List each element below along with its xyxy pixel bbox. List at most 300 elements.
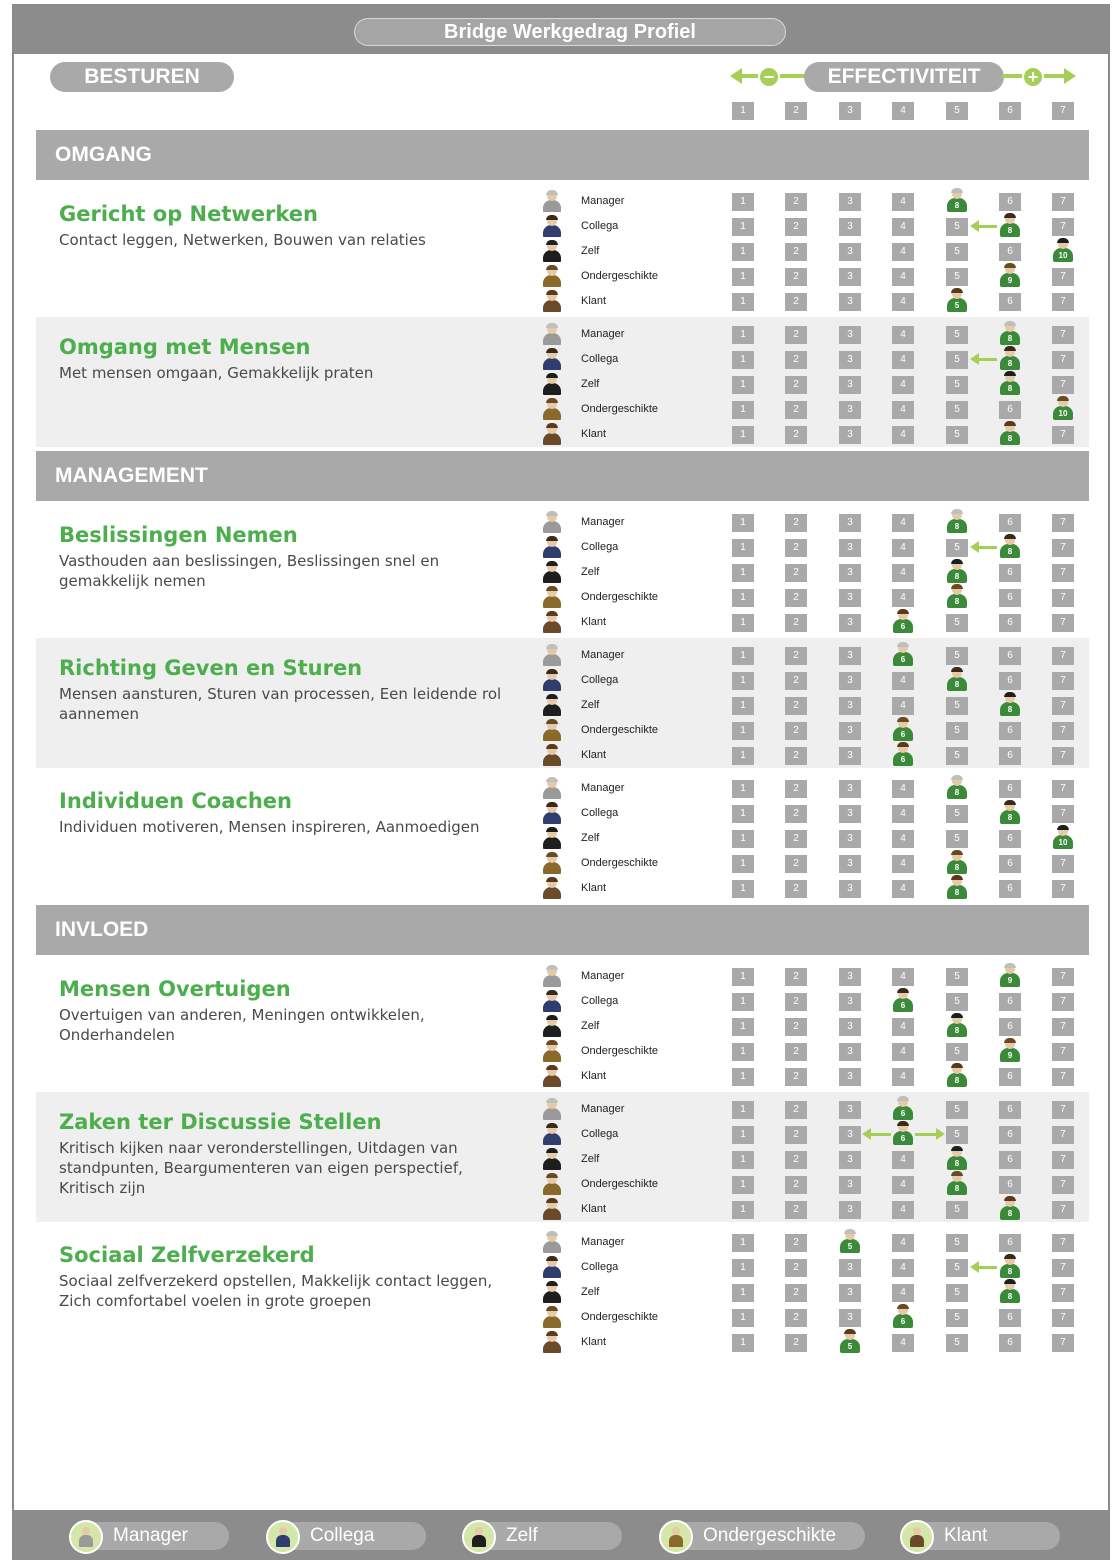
score-row-manager	[36, 965, 1089, 990]
scale-cell-2: 2	[785, 672, 807, 690]
scale-cell-7: 7	[1052, 647, 1074, 665]
hair-shape	[546, 1198, 558, 1203]
marker-hair	[951, 509, 963, 514]
scale-cell-7: 7	[1052, 268, 1074, 286]
scale-cell-3: 3	[839, 1309, 861, 1327]
score-badge: 8	[947, 594, 967, 608]
score-marker-icon	[892, 643, 914, 667]
manager-icon	[542, 1098, 562, 1120]
score-marker-icon	[999, 964, 1021, 988]
scale-cell-1: 1	[732, 1234, 754, 1252]
scale-cell-1: 1	[732, 1101, 754, 1119]
score-marker-icon	[999, 1255, 1021, 1279]
legend-figure	[669, 1527, 683, 1547]
role-label: Manager	[581, 782, 625, 794]
scale-cell-1: 1	[732, 968, 754, 986]
legend-label: Klant	[914, 1522, 1060, 1550]
scale-cell-6: 6	[999, 672, 1021, 690]
legend-figure	[276, 1527, 290, 1547]
ondergeschikte-icon	[542, 852, 562, 874]
scale-cell-1: 1	[732, 880, 754, 898]
body-shape	[543, 1266, 561, 1278]
competency-block	[36, 638, 1089, 768]
scale-cell-2: 2	[785, 243, 807, 261]
scale-cell-1: 1	[732, 589, 754, 607]
hair-shape	[546, 561, 558, 566]
scale-cell-1: 1	[732, 647, 754, 665]
hair-shape	[546, 511, 558, 516]
legend-body	[669, 1535, 683, 1547]
hair-shape	[546, 877, 558, 882]
score-badge: 8	[947, 569, 967, 583]
scale-number-2: 2	[785, 102, 807, 120]
hair-shape	[546, 423, 558, 428]
competency-description: Overtuigen van anderen, Meningen ontwikkelen, Onderhandelen	[59, 1006, 425, 1044]
marker-hair	[1004, 1279, 1016, 1284]
hair-shape	[546, 265, 558, 270]
body-shape	[543, 1291, 561, 1303]
scale-cell-4: 4	[892, 1334, 914, 1352]
role-label: Zelf	[581, 378, 600, 390]
marker-hair	[951, 288, 963, 293]
scale-cell-6: 6	[999, 1234, 1021, 1252]
score-badge: 6	[893, 1106, 913, 1120]
scale-cell-6: 6	[999, 1018, 1021, 1036]
score-badge: 8	[1000, 1289, 1020, 1303]
hair-shape	[546, 1231, 558, 1236]
body-shape	[543, 975, 561, 987]
legend-figure	[910, 1527, 924, 1547]
score-marker-icon	[892, 718, 914, 742]
score-row-manager	[36, 323, 1089, 348]
score-row-collega	[36, 348, 1089, 373]
body-shape	[543, 546, 561, 558]
scale-cell-3: 3	[839, 1259, 861, 1277]
score-row-ondergeschikte	[36, 398, 1089, 423]
role-label: Ondergeschikte	[581, 857, 659, 869]
scale-cell-5: 5	[946, 805, 968, 823]
scale-cell-3: 3	[839, 243, 861, 261]
marker-hair	[897, 1304, 909, 1309]
scale-cell-2: 2	[785, 780, 807, 798]
body-shape	[543, 1050, 561, 1062]
scale-cell-4: 4	[892, 1201, 914, 1219]
scale-cell-3: 3	[839, 1043, 861, 1061]
score-row-manager	[36, 644, 1089, 669]
scale-cell-1: 1	[732, 1284, 754, 1302]
competency-title: Individuen Coachen	[59, 789, 292, 813]
scale-cell-6: 6	[999, 1101, 1021, 1119]
hair-shape	[546, 348, 558, 353]
scale-cell-4: 4	[892, 218, 914, 236]
role-label: Klant	[581, 749, 607, 761]
scale-cell-6: 6	[999, 780, 1021, 798]
scale-cell-5: 5	[946, 376, 968, 394]
body-shape	[543, 333, 561, 345]
scale-cell-2: 2	[785, 326, 807, 344]
body-shape	[543, 433, 561, 445]
score-badge: 8	[947, 785, 967, 799]
manager-legend-icon	[69, 1520, 103, 1554]
score-row-ondergeschikte	[36, 719, 1089, 744]
scale-cell-1: 1	[732, 376, 754, 394]
scale-cell-7: 7	[1052, 1201, 1074, 1219]
scale-cell-1: 1	[732, 268, 754, 286]
body-shape	[543, 1158, 561, 1170]
role-label: Manager	[581, 195, 625, 207]
body-shape	[543, 596, 561, 608]
marker-hair	[897, 988, 909, 993]
body-shape	[543, 729, 561, 741]
scale-cell-2: 2	[785, 1234, 807, 1252]
scale-cell-6: 6	[999, 993, 1021, 1011]
marker-hair	[1004, 371, 1016, 376]
ondergeschikte-icon	[542, 1040, 562, 1062]
body-shape	[543, 275, 561, 287]
role-label: Collega	[581, 807, 619, 819]
body-shape	[543, 1341, 561, 1353]
scale-cell-2: 2	[785, 218, 807, 236]
scale-cell-1: 1	[732, 514, 754, 532]
klant-icon	[542, 1198, 562, 1220]
body-shape	[543, 679, 561, 691]
legend-label: Ondergeschikte	[673, 1522, 865, 1550]
scale-cell-7: 7	[1052, 539, 1074, 557]
hair-shape	[546, 398, 558, 403]
scale-cell-1: 1	[732, 293, 754, 311]
scale-cell-7: 7	[1052, 855, 1074, 873]
marker-hair	[1004, 1254, 1016, 1259]
scale-cell-7: 7	[1052, 218, 1074, 236]
score-row-ondergeschikte	[36, 852, 1089, 877]
scale-cell-1: 1	[732, 326, 754, 344]
score-marker-icon	[999, 1280, 1021, 1304]
body-shape	[543, 787, 561, 799]
scale-cell-3: 3	[839, 1068, 861, 1086]
score-badge: 6	[893, 652, 913, 666]
scale-cell-3: 3	[839, 672, 861, 690]
zelf-icon	[542, 561, 562, 583]
scale-cell-7: 7	[1052, 1234, 1074, 1252]
scale-cell-5: 5	[946, 351, 968, 369]
score-row-klant	[36, 1331, 1089, 1356]
legend-bar	[14, 1510, 1108, 1560]
score-row-collega	[36, 802, 1089, 827]
scale-cell-7: 7	[1052, 614, 1074, 632]
scale-cell-4: 4	[892, 1259, 914, 1277]
scale-cell-3: 3	[839, 218, 861, 236]
zelf-legend-icon	[462, 1520, 496, 1554]
scale-cell-2: 2	[785, 1334, 807, 1352]
legend-figure	[79, 1527, 93, 1547]
body-shape	[543, 1133, 561, 1145]
role-label: Klant	[581, 616, 607, 628]
scale-cell-5: 5	[946, 326, 968, 344]
scale-cell-7: 7	[1052, 722, 1074, 740]
scale-cell-4: 4	[892, 564, 914, 582]
zelf-icon	[542, 1148, 562, 1170]
score-badge: 5	[840, 1239, 860, 1253]
score-row-collega	[36, 990, 1089, 1015]
hair-shape	[546, 852, 558, 857]
scale-cell-6: 6	[999, 1334, 1021, 1352]
section-header-invloed: INVLOED	[36, 905, 1089, 955]
score-badge: 6	[893, 1131, 913, 1145]
hair-shape	[546, 190, 558, 195]
scale-cell-2: 2	[785, 830, 807, 848]
scale-cell-5: 5	[946, 539, 968, 557]
legend-head	[672, 1527, 680, 1535]
legend-head	[279, 1527, 287, 1535]
scale-cell-5: 5	[946, 747, 968, 765]
scale-cell-1: 1	[732, 672, 754, 690]
body-shape	[543, 1183, 561, 1195]
scale-cell-3: 3	[839, 401, 861, 419]
role-label: Collega	[581, 995, 619, 1007]
scale-cell-7: 7	[1052, 697, 1074, 715]
section-header-omgang: OMGANG	[36, 130, 1089, 180]
spread-arrow-right-shaft	[915, 1133, 937, 1136]
role-label: Klant	[581, 428, 607, 440]
scale-cell-4: 4	[892, 268, 914, 286]
scale-cell-5: 5	[946, 1259, 968, 1277]
score-row-klant	[36, 1065, 1089, 1090]
score-marker-icon	[892, 1122, 914, 1146]
score-marker-icon	[1052, 826, 1074, 850]
scale-cell-2: 2	[785, 805, 807, 823]
marker-hair	[951, 1171, 963, 1176]
scale-cell-2: 2	[785, 1201, 807, 1219]
score-marker-icon	[999, 801, 1021, 825]
score-marker-icon	[999, 1197, 1021, 1221]
score-row-klant	[36, 877, 1089, 902]
hair-shape	[546, 802, 558, 807]
scale-cell-1: 1	[732, 1309, 754, 1327]
scale-cell-7: 7	[1052, 351, 1074, 369]
role-label: Ondergeschikte	[581, 724, 659, 736]
scale-cell-4: 4	[892, 1151, 914, 1169]
score-marker-icon	[892, 1305, 914, 1329]
hair-shape	[546, 777, 558, 782]
score-marker-icon	[946, 1014, 968, 1038]
role-label: Collega	[581, 674, 619, 686]
role-label: Collega	[581, 1261, 619, 1273]
profile-frame	[12, 4, 1110, 1560]
score-marker-icon	[946, 189, 968, 213]
score-marker-icon	[999, 1039, 1021, 1063]
body-shape	[543, 408, 561, 420]
scale-cell-3: 3	[839, 1101, 861, 1119]
scale-cell-2: 2	[785, 589, 807, 607]
competency-block	[36, 317, 1089, 447]
scale-cell-7: 7	[1052, 747, 1074, 765]
competency-block	[36, 771, 1089, 901]
scale-cell-2: 2	[785, 564, 807, 582]
scale-cell-1: 1	[732, 1018, 754, 1036]
scale-cell-3: 3	[839, 855, 861, 873]
zelf-icon	[542, 694, 562, 716]
role-label: Zelf	[581, 566, 600, 578]
score-badge: 8	[1000, 810, 1020, 824]
score-badge: 8	[1000, 331, 1020, 345]
hair-shape	[546, 1123, 558, 1128]
scale-cell-4: 4	[892, 376, 914, 394]
scale-cell-1: 1	[732, 993, 754, 1011]
role-label: Klant	[581, 295, 607, 307]
marker-hair	[897, 742, 909, 747]
scale-cell-3: 3	[839, 880, 861, 898]
manager-icon	[542, 323, 562, 345]
scale-cell-2: 2	[785, 1309, 807, 1327]
scale-cell-1: 1	[732, 218, 754, 236]
marker-hair	[897, 717, 909, 722]
scale-cell-2: 2	[785, 539, 807, 557]
hair-shape	[546, 827, 558, 832]
marker-hair	[897, 642, 909, 647]
scale-cell-5: 5	[946, 614, 968, 632]
score-row-zelf	[36, 1148, 1089, 1173]
manager-icon	[542, 965, 562, 987]
score-row-ondergeschikte	[36, 1040, 1089, 1065]
scale-cell-7: 7	[1052, 564, 1074, 582]
score-badge: 8	[947, 1073, 967, 1087]
role-label: Zelf	[581, 245, 600, 257]
scale-cell-5: 5	[946, 1309, 968, 1327]
scale-cell-4: 4	[892, 293, 914, 311]
score-row-zelf	[36, 373, 1089, 398]
body-shape	[543, 383, 561, 395]
scale-cell-4: 4	[892, 1043, 914, 1061]
score-marker-icon	[892, 989, 914, 1013]
role-label: Manager	[581, 328, 625, 340]
role-label: Manager	[581, 516, 625, 528]
score-row-collega	[36, 536, 1089, 561]
scale-cell-1: 1	[732, 564, 754, 582]
hair-shape	[546, 290, 558, 295]
hair-shape	[546, 719, 558, 724]
legend-body	[276, 1535, 290, 1547]
scale-number-6: 6	[999, 102, 1021, 120]
scale-cell-6: 6	[999, 647, 1021, 665]
scale-cell-3: 3	[839, 647, 861, 665]
spread-arrow-right-icon	[936, 1128, 945, 1140]
role-label: Manager	[581, 1103, 625, 1115]
score-marker-icon	[999, 693, 1021, 717]
marker-hair	[897, 609, 909, 614]
scale-cell-7: 7	[1052, 326, 1074, 344]
score-row-ondergeschikte	[36, 265, 1089, 290]
hair-shape	[546, 694, 558, 699]
scale-cell-3: 3	[839, 589, 861, 607]
body-shape	[543, 200, 561, 212]
body-shape	[543, 571, 561, 583]
scale-cell-5: 5	[946, 401, 968, 419]
scale-cell-6: 6	[999, 1126, 1021, 1144]
competency-title: Mensen Overtuigen	[59, 977, 291, 1001]
scale-cell-2: 2	[785, 1068, 807, 1086]
score-marker-icon	[999, 214, 1021, 238]
scale-cell-1: 1	[732, 1126, 754, 1144]
scale-cell-2: 2	[785, 193, 807, 211]
scale-cell-3: 3	[839, 1018, 861, 1036]
scale-cell-3: 3	[839, 326, 861, 344]
scale-cell-6: 6	[999, 1068, 1021, 1086]
body-shape	[543, 250, 561, 262]
hair-shape	[546, 240, 558, 245]
marker-hair	[1004, 1196, 1016, 1201]
scale-cell-2: 2	[785, 268, 807, 286]
scale-cell-7: 7	[1052, 672, 1074, 690]
scale-cell-7: 7	[1052, 993, 1074, 1011]
score-badge: 8	[1000, 381, 1020, 395]
hair-shape	[546, 1098, 558, 1103]
klant-icon	[542, 290, 562, 312]
score-row-zelf	[36, 240, 1089, 265]
scale-cell-2: 2	[785, 614, 807, 632]
body-shape	[543, 225, 561, 237]
scale-cell-5: 5	[946, 1043, 968, 1061]
scale-cell-1: 1	[732, 697, 754, 715]
body-shape	[543, 704, 561, 716]
score-row-klant	[36, 290, 1089, 315]
marker-hair	[897, 1096, 909, 1101]
spread-arrow-left-shaft	[870, 1133, 891, 1136]
hair-shape	[546, 1173, 558, 1178]
score-marker-icon	[946, 289, 968, 313]
zelf-icon	[542, 1281, 562, 1303]
scale-cell-2: 2	[785, 1101, 807, 1119]
marker-hair	[951, 559, 963, 564]
marker-hair	[951, 1146, 963, 1151]
hair-shape	[546, 373, 558, 378]
hair-shape	[546, 744, 558, 749]
scale-number-3: 3	[839, 102, 861, 120]
role-label: Zelf	[581, 1020, 600, 1032]
scale-cell-4: 4	[892, 1284, 914, 1302]
marker-hair	[951, 667, 963, 672]
hair-shape	[546, 644, 558, 649]
hair-shape	[546, 611, 558, 616]
scale-cell-5: 5	[946, 993, 968, 1011]
collega-icon	[542, 1256, 562, 1278]
scale-cell-1: 1	[732, 401, 754, 419]
scale-cell-6: 6	[999, 614, 1021, 632]
minus-icon: −	[758, 66, 780, 88]
scale-cell-4: 4	[892, 539, 914, 557]
score-marker-icon	[946, 851, 968, 875]
scale-cell-5: 5	[946, 1234, 968, 1252]
body-shape	[543, 1075, 561, 1087]
score-badge: 5	[840, 1339, 860, 1353]
scale-cell-4: 4	[892, 805, 914, 823]
scale-cell-1: 1	[732, 614, 754, 632]
scale-cell-7: 7	[1052, 193, 1074, 211]
competency-description: Individuen motiveren, Mensen inspireren, Aanmoedigen	[59, 818, 480, 836]
score-marker-icon	[839, 1330, 861, 1354]
competency-block	[36, 184, 1089, 314]
collega-icon	[542, 802, 562, 824]
scale-cell-5: 5	[946, 426, 968, 444]
legend-head	[82, 1527, 90, 1535]
score-badge: 9	[1000, 973, 1020, 987]
legend-head	[475, 1527, 483, 1535]
scale-cell-4: 4	[892, 780, 914, 798]
body-shape	[543, 1316, 561, 1328]
role-label: Ondergeschikte	[581, 1178, 659, 1190]
score-marker-icon	[946, 585, 968, 609]
scale-cell-6: 6	[999, 589, 1021, 607]
marker-hair	[951, 188, 963, 193]
